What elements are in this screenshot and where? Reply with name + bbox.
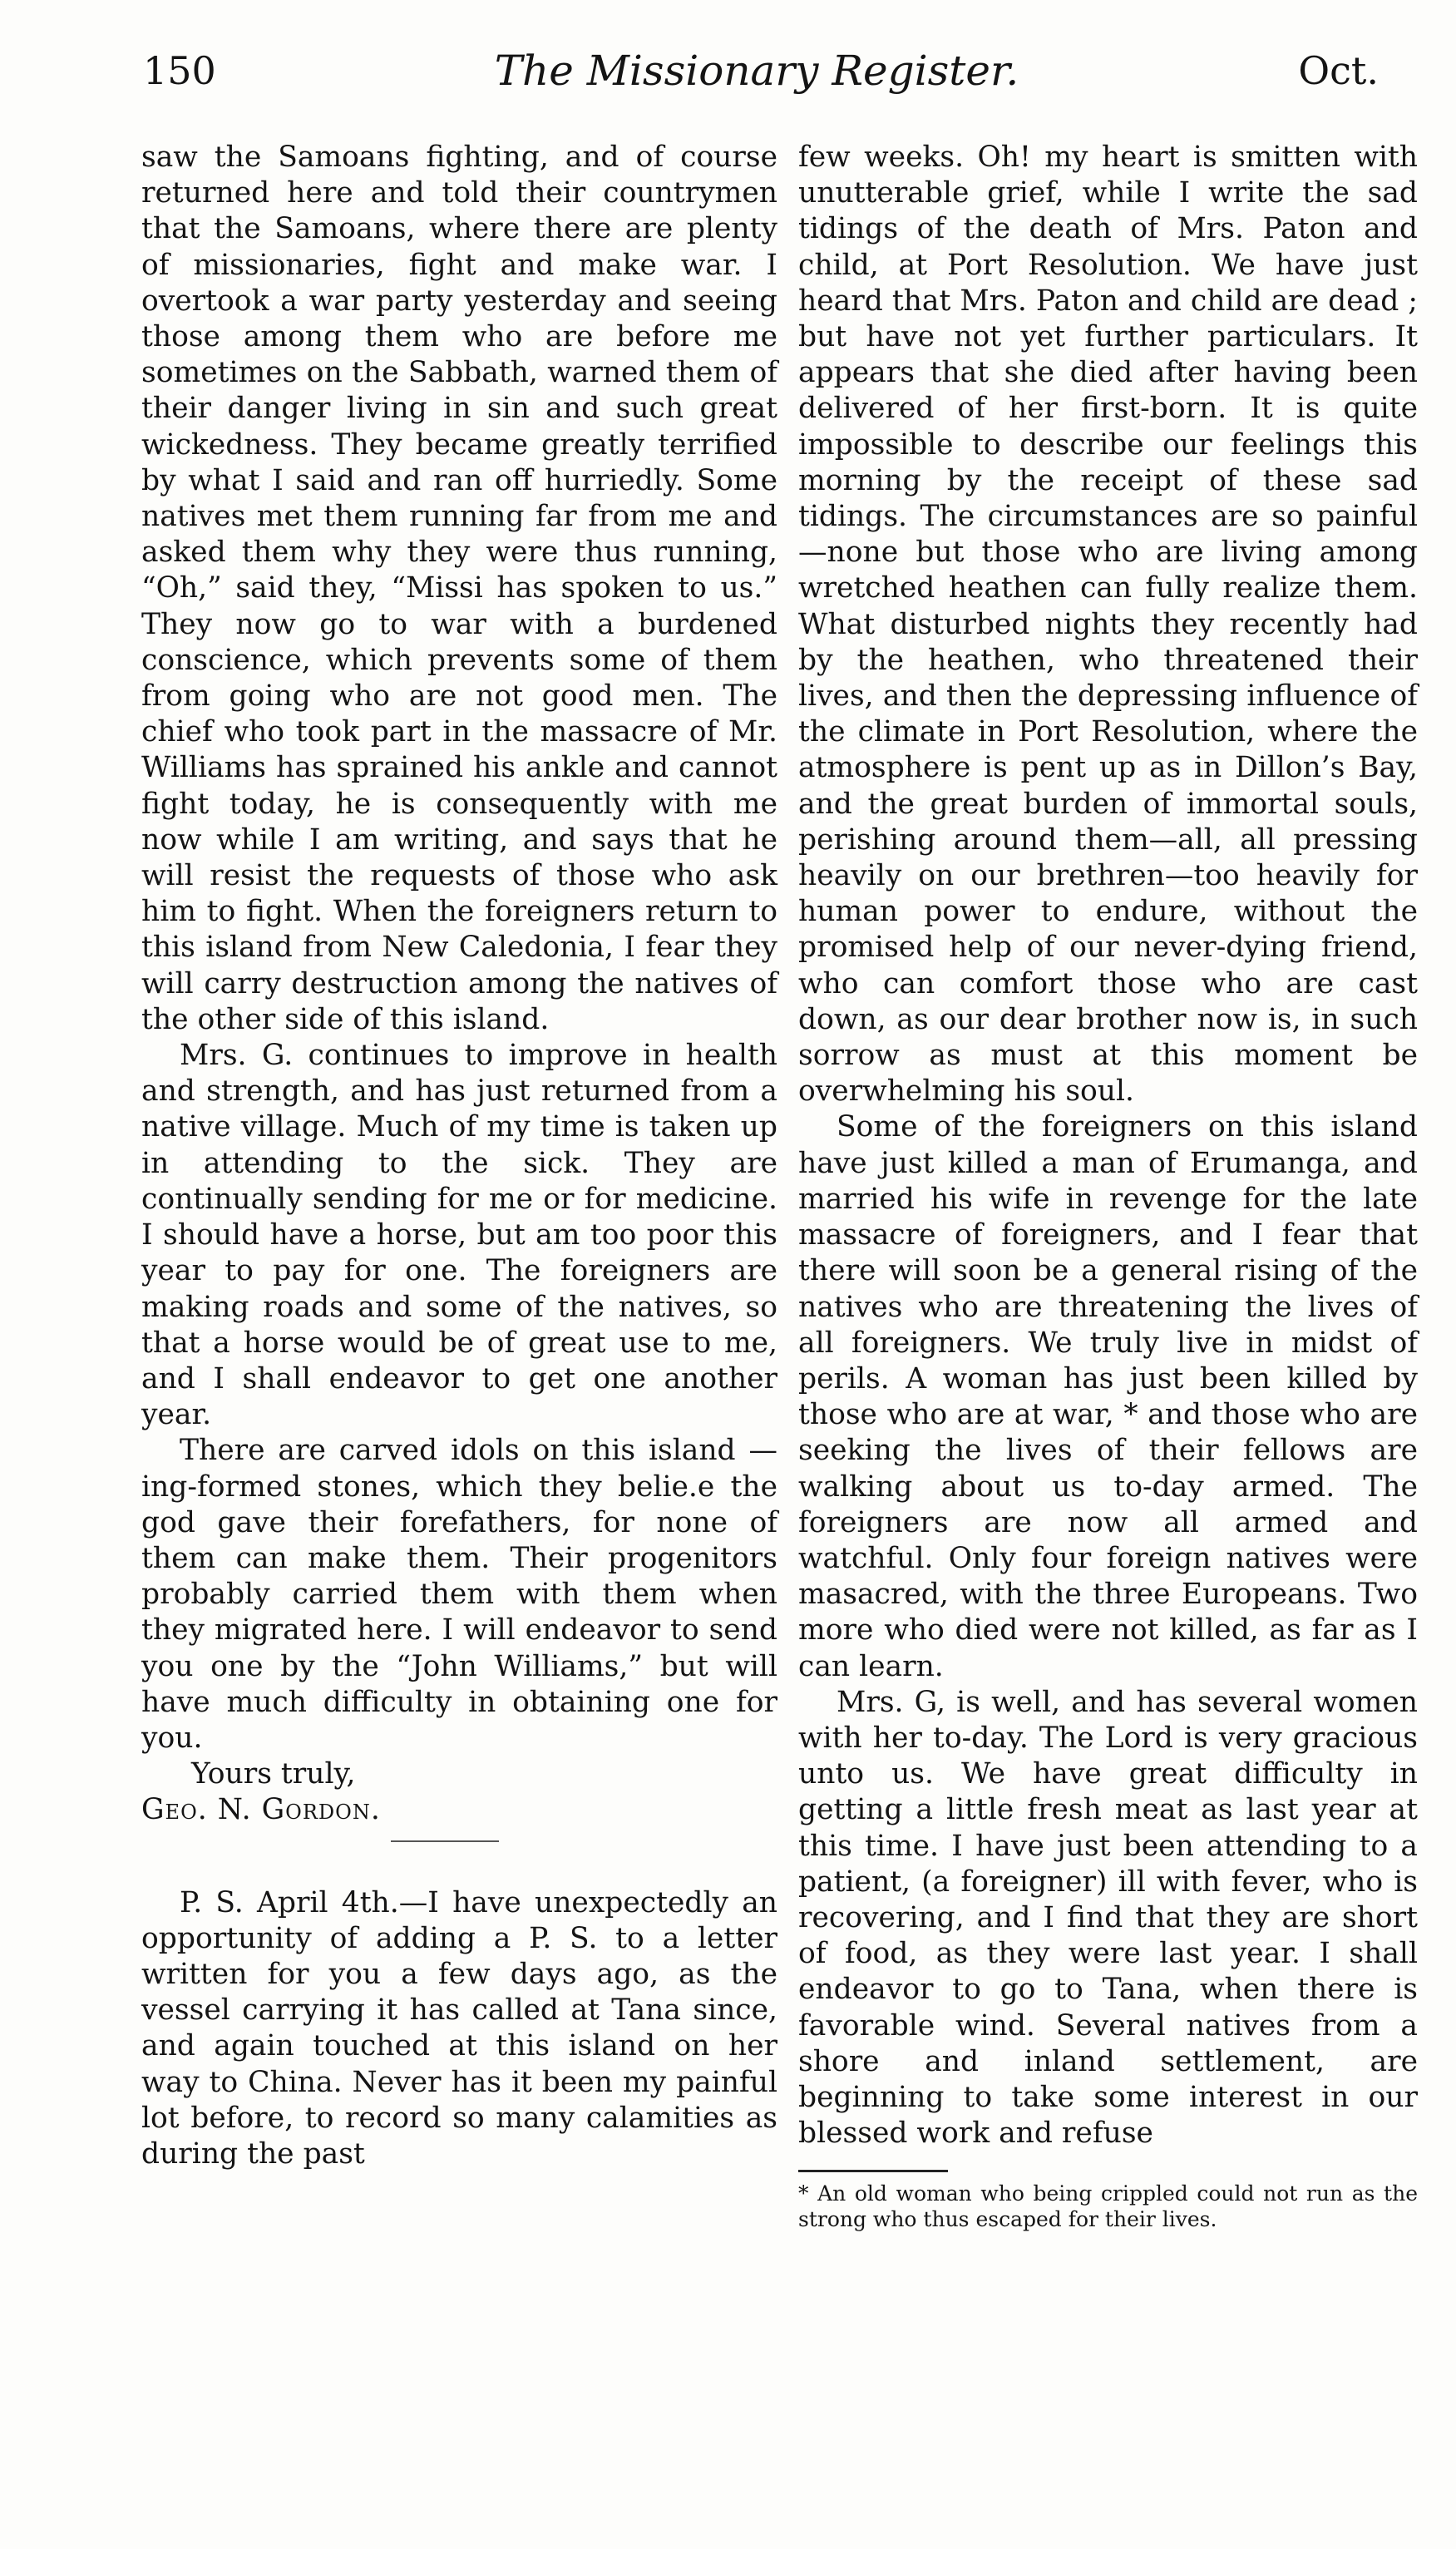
page-number: 150	[143, 48, 216, 93]
running-title: The Missionary Register.	[494, 47, 1019, 95]
paragraph: Some of the foreigners on this island have just killed a man of Erumanga, and married his wife in revenge for the late massacre of foreigners, and I fear that there will soon be a general rising of the natives who are threatening the lives of all foreigners. We truly live in midst of perils. A woman has just been killed by those who are at war, * and those who are seeking the lives of their fellows are walking about us to-day armed. The foreigners are now all armed and watchful. Only four foreign natives were masacred, with the three Europeans. Two more who died were not killed, as far as I can learn.	[798, 1110, 1418, 1683]
footnote: * An old woman who being crippled could not run as the strong who thus escaped for their lives.	[798, 2181, 1418, 2232]
letter-signature: Geo. N. Gordon.	[141, 1793, 381, 1827]
footnote-divider	[798, 2170, 948, 2172]
postscript: P. S. April 4th.—I have unexpectedly an opportunity of adding a P. S. to a letter written for you a few days ago, as the vessel carrying it has called at Tana since, and again touched at this island on her way to China. Never has it been my painful lot before, to record so many calamities as during the past	[141, 1885, 777, 2171]
paragraph: There are carved idols on this island — ing-formed stones, which they belie.e the god gave their forefathers, for none of them can make them. Their progenitors probably carried them with them when they migrated here. I will endeavor to send you one by the “John Williams,” but will have much difficulty in obtaining one for you.	[141, 1434, 777, 1755]
page-header	[125, 42, 1389, 100]
paragraph: Mrs. G. continues to improve in health and strength, and has just returned from a native village. Much of my time is taken up in attending to the sick. They are continually sending for me or for medicine. I should have a horse, but am too poor this year to pay for one. The foreigners are making roads and some of the natives, so that a horse would be of great use to me, and I shall endeavor to get one another year.	[141, 1039, 777, 1432]
right-column	[798, 140, 1418, 2232]
paragraph: saw the Samoans fighting, and of course returned here and told their countrymen that the Samoans, where there are plenty of missionaries, fight and make war. I overtook a war party yesterday and seeing those among them who are before me sometimes on the Sabbath, warned them of their danger living in sin and such great wickedness. They became greatly terrified by what I said and ran off hurriedly. Some natives met them running far from me and asked them why they were thus running, “Oh,” said they, “Missi has spoken to us.” They now go to war with a burdened conscience, which prevents some of them from going who are not good men. The chief who took part in the massacre of Mr. Williams has sprained his ankle and cannot fight today, he is consequently with me now while I am writing, and says that he will resist the requests of those who ask him to fight. When the foreigners return to this island from New Caledonia, I fear they will carry destruction among the natives of the other side of this island.	[141, 141, 777, 1036]
section-divider	[391, 1840, 499, 1842]
month-label: Oct.	[1298, 48, 1379, 93]
paragraph: few weeks. Oh! my heart is smitten with unutterable grief, while I write the sad tidings of the death of Mrs. Paton and child, at Port Resolution. We have just heard that Mrs. Paton and child are dead ; but have not yet further particulars. It appears that she died after having been delivered of her first-born. It is quite impossible to describe our feelings this morning by the receipt of these sad tidings. The circumstances are so painful—none but those who are living among wretched heathen can fully realize them. What disturbed nights they recently had by the heathen, who threatened their lives, and then the depressing influence of the climate in Port Resolution, where the atmosphere is pent up as in Dillon’s Bay, and the great burden of immortal souls, perishing around them—all, all pressing heavily on our brethren—too heavily for human power to endure, without the promised help of our never-dying friend, who can comfort those who are cast down, as our dear brother now is, in such sorrow as must at this moment be overwhelming his soul.	[798, 141, 1418, 1109]
left-column	[141, 140, 777, 2172]
letter-closing: Yours truly,	[191, 1757, 356, 1791]
paragraph: Mrs. G, is well, and has several women with her to-day. The Lord is very gracious unto us. We have great difficulty in getting a little fresh meat as last year at this time. I have just been attending to a patient, (a foreigner) ill with fever, who is recovering, and I find that they are short of food, as they were last year. I shall endeavor to go to Tana, when there is favorable wind. Several natives from a shore and inland settlement, are beginning to take some interest in our blessed work and refuse	[798, 1685, 1418, 2151]
